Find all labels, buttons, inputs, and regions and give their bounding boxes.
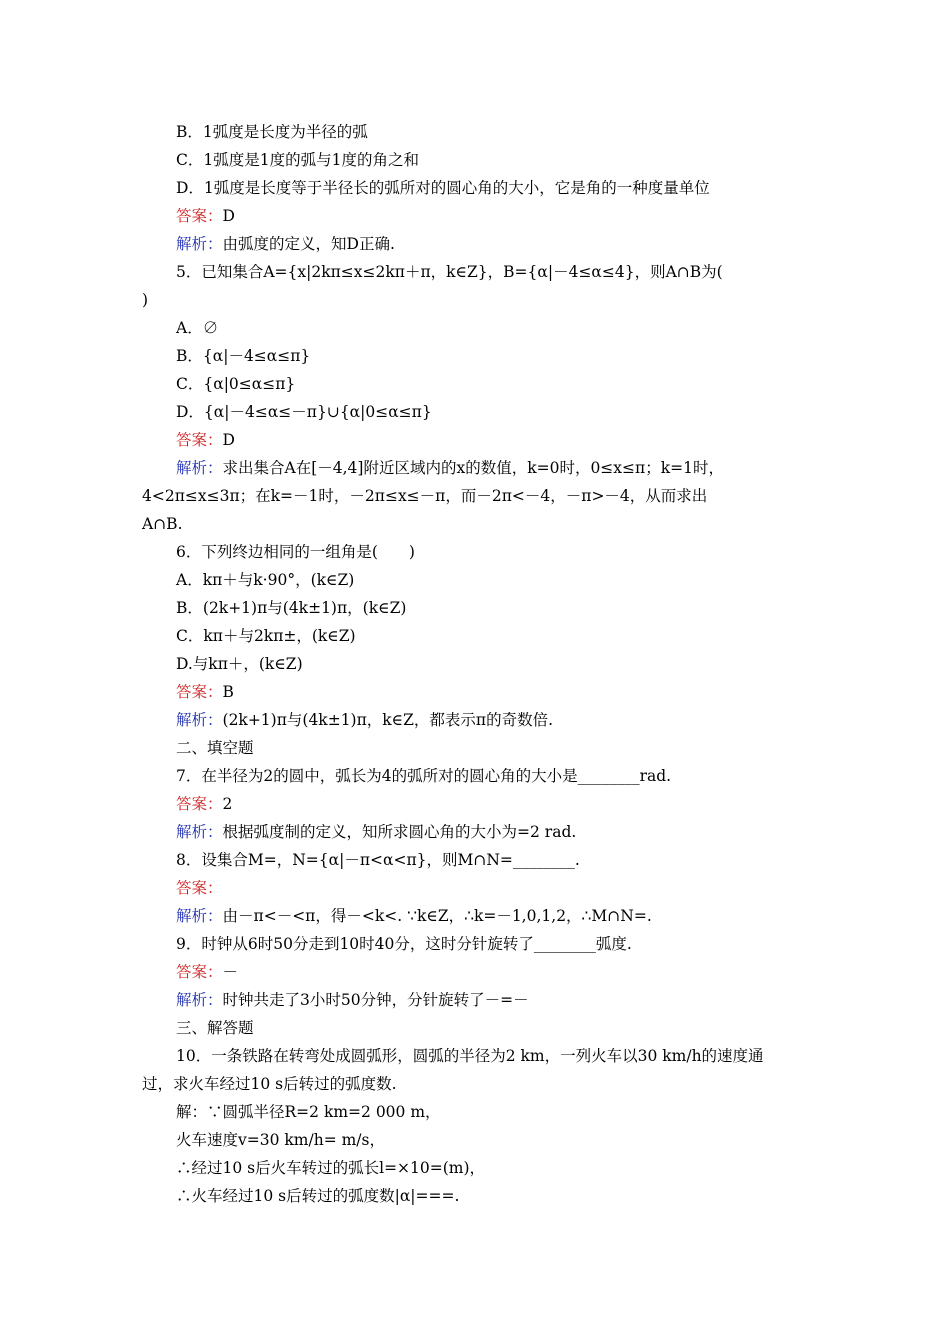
analysis-label: 解析： — [176, 823, 223, 841]
text-line: 6．下列终边相同的一组角是( ) — [176, 543, 415, 561]
text-line: D．1弧度是长度等于半径长的弧所对的圆心角的大小，它是角的一种度量单位 — [176, 179, 710, 197]
text-line: 解：∵圆弧半径R=2 km=2 000 m， — [176, 1103, 441, 1121]
text-line: C．1弧度是1度的弧与1度的角之和 — [176, 151, 419, 169]
text-line: 过，求火车经过10 s后转过的弧度数. — [142, 1075, 397, 1093]
analysis-text: 求出集合A在[－4,4]附近区域内的x的数值，k=0时，0≤x≤π；k=1时， — [222, 459, 724, 477]
text-line: C．kπ＋与2kπ±，(k∈Z) — [176, 627, 356, 645]
text-line: B．(2k+1)π与(4k±1)π，(k∈Z) — [176, 599, 407, 617]
answer-label: 答案： — [176, 879, 223, 897]
text-line: 7．在半径为2的圆中，弧长为4的弧所对的圆心角的大小是________rad. — [176, 767, 672, 785]
answer-line — [176, 878, 223, 898]
text-line: 4<2π≤x≤3π；在k=－1时，－2π≤x≤－π，而－2π<－4，－π>－4，从而求出 — [142, 487, 708, 505]
text-line: ) — [142, 291, 149, 309]
answer-label: 答案： — [176, 683, 223, 701]
analysis-text: 由弧度的定义，知D正确. — [222, 235, 395, 253]
analysis-label: 解析： — [176, 235, 223, 253]
text-line: 10．一条铁路在转弯处成圆弧形，圆弧的半径为2 km，一列火车以30 km/h的速度通 — [176, 1047, 764, 1065]
text-line: A．kπ＋与k·90°，(k∈Z) — [176, 571, 355, 589]
text-line: 9．时钟从6时50分走到10时40分，这时分针旋转了________弧度. — [176, 935, 632, 953]
analysis-text: 根据弧度制的定义，知所求圆心角的大小为=2 rad. — [222, 823, 577, 841]
text-line: 二、填空题 — [176, 739, 254, 757]
answer-text: D — [222, 207, 235, 225]
answer-text: － — [222, 963, 239, 981]
answer-text: D — [222, 431, 235, 449]
answer-label: 答案： — [176, 795, 223, 813]
text-line: D．{α|－4≤α≤－π}∪{α|0≤α≤π} — [176, 403, 432, 421]
analysis-text: 时钟共走了3小时50分钟，分针旋转了－=－ — [222, 991, 529, 1009]
text-line: D.与kπ＋，(k∈Z) — [176, 655, 303, 673]
text-line: ∴经过10 s后火车转过的弧长l=×10=(m)， — [176, 1159, 486, 1177]
text-line: C．{α|0≤α≤π} — [176, 375, 296, 393]
text-line: B．{α|－4≤α≤π} — [176, 347, 311, 365]
analysis-line — [176, 906, 652, 926]
text-line: 5．已知集合A={x|2kπ≤x≤2kπ＋π，k∈Z}，B={α|－4≤α≤4}，则A∩B为( — [176, 263, 723, 281]
answer-label: 答案： — [176, 207, 223, 225]
text-line: B．1弧度是长度为半径的弧 — [176, 123, 368, 141]
text-line: A∩B. — [142, 515, 183, 533]
answer-line — [176, 794, 232, 814]
analysis-line — [176, 822, 576, 842]
analysis-label: 解析： — [176, 459, 223, 477]
analysis-line — [176, 234, 395, 254]
answer-line — [176, 206, 235, 226]
answer-label: 答案： — [176, 963, 223, 981]
answer-text: 2 — [222, 795, 233, 813]
text-line: 火车速度v=30 km/h= m/s， — [176, 1131, 385, 1149]
analysis-line — [176, 990, 529, 1010]
answer-line — [176, 682, 234, 702]
analysis-label: 解析： — [176, 907, 223, 925]
answer-text: B — [222, 683, 234, 701]
text-line: ∴火车经过10 s后转过的弧度数|α|===. — [176, 1187, 460, 1205]
answer-line — [176, 430, 235, 450]
text-line: 三、解答题 — [176, 1019, 254, 1037]
analysis-line — [176, 458, 724, 478]
text-line: 8．设集合M=，N={α|－π<α<π}，则M∩N=________. — [176, 851, 580, 869]
analysis-label: 解析： — [176, 991, 223, 1009]
answer-line — [176, 962, 238, 982]
text-line: A．∅ — [176, 319, 219, 337]
analysis-text: 由－π<－<π，得－<k<. ∵k∈Z，∴k=－1,0,1,2，∴M∩N=. — [222, 907, 652, 925]
analysis-label: 解析： — [176, 711, 223, 729]
analysis-line — [176, 710, 553, 730]
analysis-text: (2k+1)π与(4k±1)π，k∈Z，都表示π的奇数倍. — [222, 711, 554, 729]
answer-label: 答案： — [176, 431, 223, 449]
